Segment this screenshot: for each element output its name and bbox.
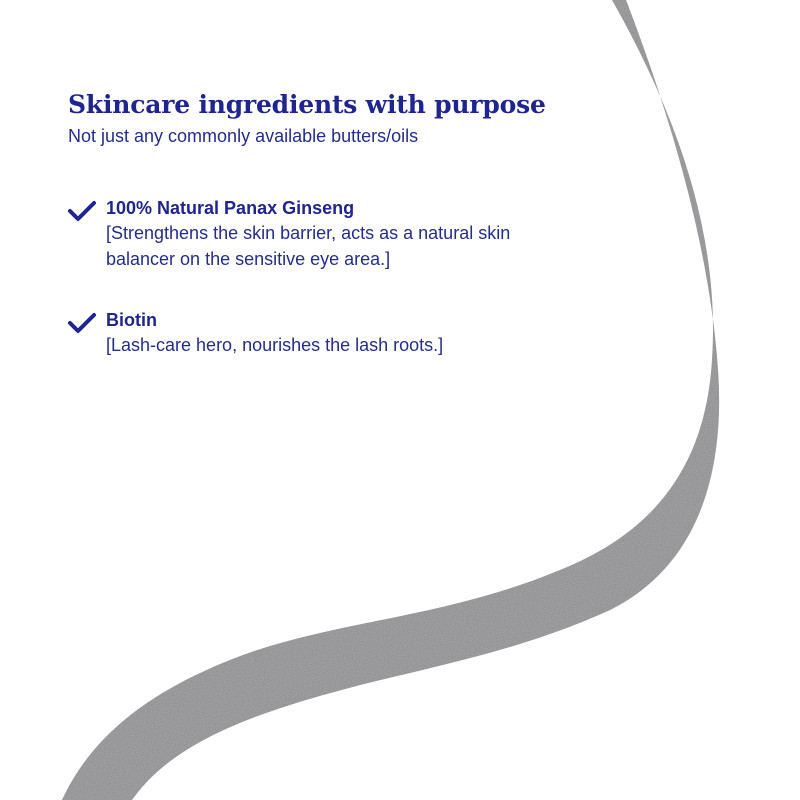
ingredient-description: [Lash-care hero, nourishes the lash roots.] — [106, 335, 444, 355]
ingredient-item-ginseng — [68, 196, 628, 272]
ingredient-name: 100% Natural Panax Ginseng — [106, 198, 355, 218]
ingredient-description: [Strengthens the skin barrier, acts as a natural skin balancer on the sensitive eye area.] — [106, 223, 511, 269]
ingredient-name: Biotin — [106, 310, 157, 330]
ingredient-item-biotin — [68, 308, 628, 358]
checkmark-icon — [68, 312, 96, 334]
headline: Skincare ingredients with purpose — [68, 90, 546, 119]
subheadline: Not just any commonly available butters/oils — [68, 126, 419, 146]
checkmark-icon — [68, 200, 96, 222]
content-block — [68, 88, 628, 358]
